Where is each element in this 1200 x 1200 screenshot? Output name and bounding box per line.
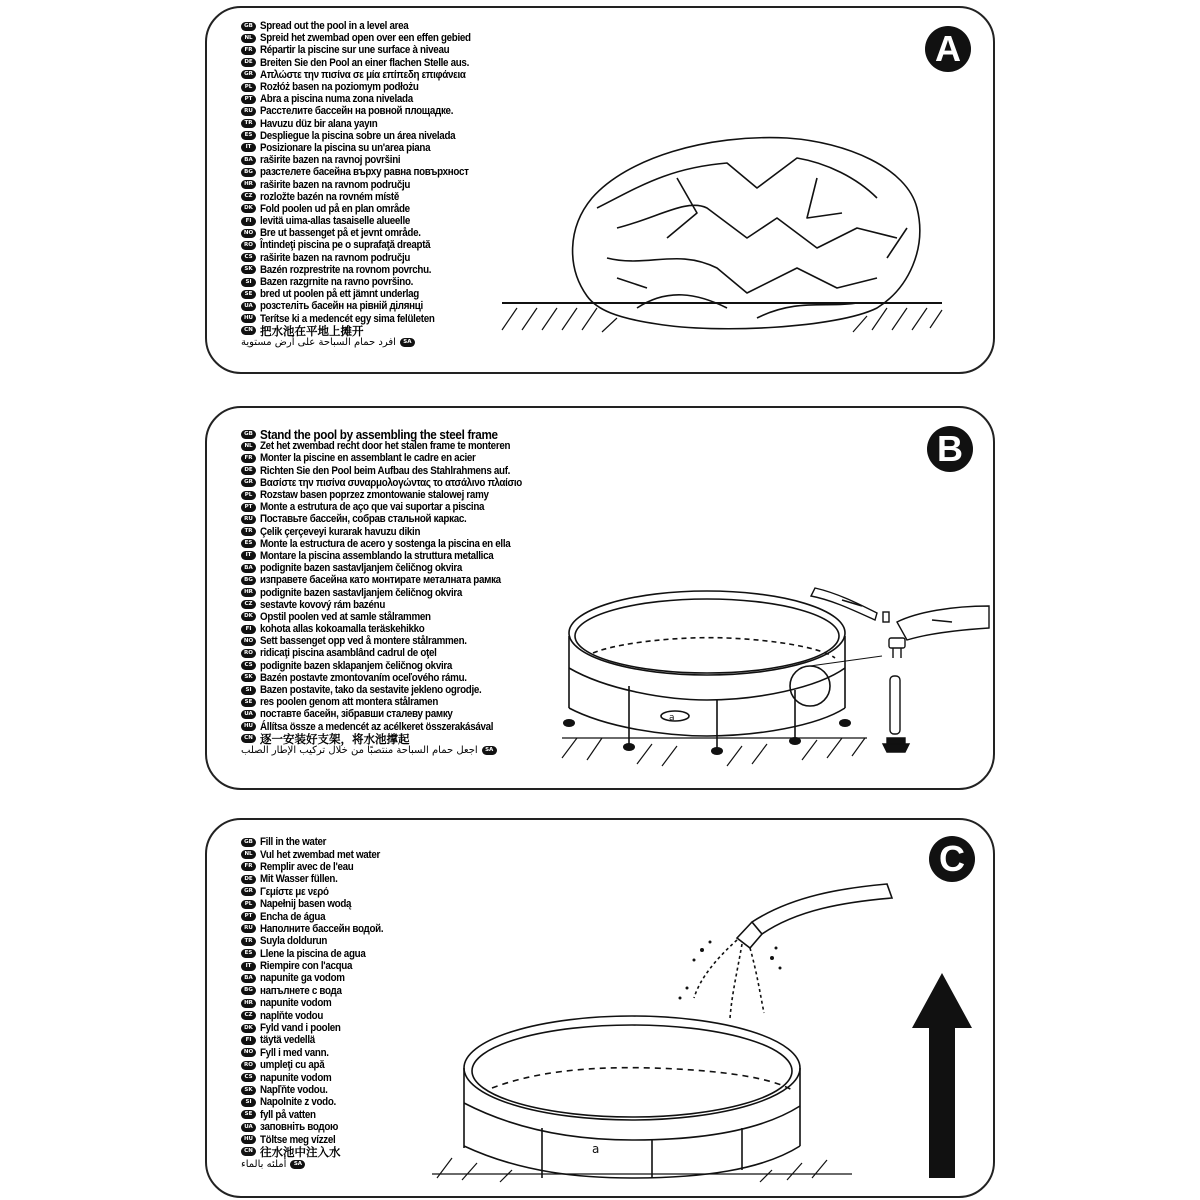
instruction-text: Abra a piscina numa zona nivelada xyxy=(260,93,413,106)
instruction-text: Posizionare la piscina su un'area piana xyxy=(260,141,431,154)
step-c-badge: C xyxy=(929,836,975,882)
instruction-line-fr xyxy=(241,452,565,464)
instruction-text: fyll på vatten xyxy=(260,1108,316,1121)
language-code-badge: HR xyxy=(241,999,256,1008)
instruction-line-si xyxy=(241,1096,403,1108)
instruction-line-tr xyxy=(241,935,403,947)
instruction-line-cn xyxy=(241,325,505,337)
instruction-line-se xyxy=(241,696,565,708)
instruction-line-ba xyxy=(241,562,565,574)
instruction-line-si xyxy=(241,276,505,288)
instruction-text: Vul het zwembad met water xyxy=(260,848,381,861)
instruction-line-nl xyxy=(241,440,565,452)
instruction-line-bg xyxy=(241,166,505,178)
instruction-text: podignite bazen sastavljanjem čeličnog okvira xyxy=(260,586,463,599)
instruction-text: اجعل حمام السباحة منتصبًا من خلال تركيب الإطار الصلب xyxy=(241,745,478,757)
instruction-line-pt xyxy=(241,910,403,922)
language-code-badge: BA xyxy=(241,564,256,573)
language-code-badge: BG xyxy=(241,986,256,995)
language-code-badge: HU xyxy=(241,314,256,323)
instruction-text: raširite bazen na ravnoj površini xyxy=(260,154,401,167)
step-b-badge: B xyxy=(927,426,973,472)
language-code-badge: IT xyxy=(241,962,256,971)
instruction-line-it xyxy=(241,550,565,562)
instruction-text: Βασίστε την πισίνα συναρμολογώντας το ατσάλινο πλαίσιο xyxy=(260,476,522,489)
instruction-text: täytä vedellä xyxy=(260,1034,315,1047)
instruction-text: levitä uima-allas tasaiselle alueelle xyxy=(260,215,411,228)
language-code-badge: BG xyxy=(241,168,256,177)
instruction-line-pl xyxy=(241,898,403,910)
instruction-text: поставте басейн, зібравши сталеву рамку xyxy=(260,708,453,721)
step-a-panel xyxy=(205,6,995,374)
instruction-line-hu xyxy=(241,313,505,325)
language-code-badge: NO xyxy=(241,229,256,238)
language-code-badge: GB xyxy=(241,430,256,439)
language-code-badge: TR xyxy=(241,119,256,128)
instruction-text: Çelik çerçeveyi kurarak havuzu dikin xyxy=(260,525,421,538)
instruction-text: Remplir avec de l'eau xyxy=(260,860,354,873)
language-code-badge: SI xyxy=(241,278,256,287)
language-code-badge: IT xyxy=(241,143,256,152)
instruction-text: изправете басейна като монтирате металната рамка xyxy=(260,574,501,587)
instruction-line-dk xyxy=(241,203,505,215)
instruction-text: Spread out the pool in a level area xyxy=(260,20,409,33)
language-code-badge: DK xyxy=(241,1024,256,1033)
folded-pool-illustration xyxy=(497,118,947,348)
language-code-badge: CN xyxy=(241,326,256,335)
language-code-badge: PT xyxy=(241,503,256,512)
instruction-line-sk xyxy=(241,1084,403,1096)
instruction-text: Απλώστε την πισίνα σε μία επίπεδη επιφάνεια xyxy=(260,68,466,81)
step-a-instructions xyxy=(241,20,505,349)
instruction-text: podignite bazen sastavljanjem čeličnog okvira xyxy=(260,562,463,575)
language-code-badge: SA xyxy=(400,338,415,347)
instruction-text: напълнете с вода xyxy=(260,984,342,997)
instruction-text: Bre ut bassenget på et jevnt område. xyxy=(260,227,421,240)
instruction-line-no xyxy=(241,635,565,647)
language-code-badge: NO xyxy=(241,637,256,646)
language-code-badge: CZ xyxy=(241,1011,256,1020)
instruction-line-gr xyxy=(241,477,565,489)
language-code-badge: FR xyxy=(241,46,256,55)
language-code-badge: HU xyxy=(241,1135,256,1144)
instruction-text: Monter la piscine en assemblant le cadre en acier xyxy=(260,452,476,465)
instruction-line-bg xyxy=(241,985,403,997)
instruction-line-it xyxy=(241,142,505,154)
instruction-line-no xyxy=(241,1047,403,1059)
instruction-line-es xyxy=(241,538,565,550)
instruction-text: Bazén rozprestrite na rovnom povrchu. xyxy=(260,263,432,276)
instruction-line-pt xyxy=(241,93,505,105)
language-code-badge: SI xyxy=(241,1098,256,1107)
language-code-badge: PL xyxy=(241,491,256,500)
instruction-text: Encha de água xyxy=(260,910,326,923)
instruction-line-ru xyxy=(241,923,403,935)
language-code-badge: CS xyxy=(241,1073,256,1082)
instruction-line-cs xyxy=(241,252,505,264)
language-code-badge: TR xyxy=(241,937,256,946)
instruction-text: napunite vodom xyxy=(260,997,332,1010)
instruction-line-de xyxy=(241,57,505,69)
water-filling-illustration xyxy=(432,878,977,1183)
instruction-text: أملئه بالماء xyxy=(241,1158,287,1170)
instruction-line-ro xyxy=(241,647,565,659)
svg-text:a: a xyxy=(669,713,675,723)
language-code-badge: DK xyxy=(241,204,256,213)
instruction-text: Поставьте бассейн, собрав стальной каркас. xyxy=(260,513,467,526)
instruction-text: Állítsa össze a medencét az acélkeret összerakásával xyxy=(260,720,494,733)
language-code-badge: RU xyxy=(241,107,256,116)
language-code-badge: NL xyxy=(241,442,256,451)
instruction-line-fr xyxy=(241,44,505,56)
language-code-badge: HR xyxy=(241,180,256,189)
instruction-line-ro xyxy=(241,239,505,251)
instruction-line-fi xyxy=(241,623,565,635)
language-code-badge: FR xyxy=(241,454,256,463)
instruction-text: Mit Wasser füllen. xyxy=(260,873,338,886)
instruction-line-se xyxy=(241,288,505,300)
instruction-line-bg xyxy=(241,574,565,586)
language-code-badge: UA xyxy=(241,710,256,719)
instruction-line-fr xyxy=(241,861,403,873)
language-code-badge: BG xyxy=(241,576,256,585)
instruction-line-hr xyxy=(241,997,403,1009)
language-code-badge: ES xyxy=(241,539,256,548)
instruction-text: napunite vodom xyxy=(260,1071,332,1084)
language-code-badge: BA xyxy=(241,156,256,165)
instruction-line-pt xyxy=(241,501,565,513)
language-code-badge: PL xyxy=(241,900,256,909)
instruction-text: Fyld vand i poolen xyxy=(260,1022,341,1035)
instruction-line-hu xyxy=(241,721,565,733)
language-code-badge: IT xyxy=(241,551,256,560)
language-code-badge: DE xyxy=(241,875,256,884)
instruction-text: Fold poolen ud på en plan område xyxy=(260,202,410,215)
language-code-badge: NL xyxy=(241,850,256,859)
language-code-badge: SA xyxy=(482,746,497,755)
instruction-line-ba xyxy=(241,972,403,984)
language-code-badge: SE xyxy=(241,1110,256,1119)
instruction-line-nl xyxy=(241,32,505,44)
instruction-text: Bazén postavte zmontovaním oceľového rámu. xyxy=(260,671,467,684)
instruction-line-hu xyxy=(241,1133,403,1145)
language-code-badge: FI xyxy=(241,625,256,634)
step-b-panel xyxy=(205,406,995,790)
instruction-line-gr xyxy=(241,69,505,81)
language-code-badge: CS xyxy=(241,253,256,262)
instruction-line-ro xyxy=(241,1059,403,1071)
svg-text:a: a xyxy=(592,1142,600,1156)
instruction-text: заповніть водою xyxy=(260,1121,339,1134)
language-code-badge: PT xyxy=(241,912,256,921)
instruction-text: ridicaţi piscina asamblând cadrul de oţel xyxy=(260,647,437,660)
instruction-line-sa xyxy=(241,337,505,349)
instruction-text: Havuzu düz bir alana yayın xyxy=(260,117,378,130)
instruction-line-tr xyxy=(241,118,505,130)
instruction-text: Расстелите бассейн на ровной площадке. xyxy=(260,105,454,118)
instruction-text: Riempire con l'acqua xyxy=(260,960,353,973)
instruction-line-dk xyxy=(241,611,565,623)
instruction-text: umpleţi cu apă xyxy=(260,1059,325,1072)
instruction-line-de xyxy=(241,465,565,477)
language-code-badge: BA xyxy=(241,974,256,983)
instruction-text: rozložte bazén na rovném místě xyxy=(260,190,400,203)
language-code-badge: CZ xyxy=(241,600,256,609)
instruction-line-hr xyxy=(241,178,505,190)
step-c-panel xyxy=(205,818,995,1198)
instruction-line-de xyxy=(241,873,403,885)
instruction-line-ru xyxy=(241,105,505,117)
language-code-badge: GB xyxy=(241,838,256,847)
instruction-text: разстелете басейна върху равна повърхност xyxy=(260,166,469,179)
language-code-badge: SK xyxy=(241,1086,256,1095)
instruction-line-pl xyxy=(241,489,565,501)
language-code-badge: SI xyxy=(241,686,256,695)
frame-assembly-illustration xyxy=(557,568,992,778)
instruction-line-sk xyxy=(241,264,505,276)
language-code-badge: TR xyxy=(241,527,256,536)
instruction-text: Richten Sie den Pool beim Aufbau des Stahlrahmens auf. xyxy=(260,464,511,477)
instruction-line-pl xyxy=(241,81,505,93)
instruction-line-cn xyxy=(241,733,565,745)
language-code-badge: NO xyxy=(241,1048,256,1057)
instruction-text: Monte a estrutura de aço que vai suportar a piscina xyxy=(260,501,485,514)
language-code-badge: CS xyxy=(241,661,256,670)
instruction-line-cz xyxy=(241,191,505,203)
language-code-badge: GB xyxy=(241,22,256,31)
instruction-line-ba xyxy=(241,154,505,166)
language-code-badge: SE xyxy=(241,698,256,707)
language-code-badge: SK xyxy=(241,265,256,274)
instruction-line-nl xyxy=(241,848,403,860)
language-code-badge: DE xyxy=(241,466,256,475)
instruction-text: kohota allas kokoamalla teräskehikko xyxy=(260,623,425,636)
language-code-badge: RU xyxy=(241,924,256,933)
instruction-text: raširite bazen na ravnom području xyxy=(260,251,411,264)
language-code-badge: RO xyxy=(241,649,256,658)
language-code-badge: CN xyxy=(241,734,256,743)
instruction-text: Rozłóż basen na poziomym podłożu xyxy=(260,81,419,94)
instruction-line-sa xyxy=(241,1158,403,1170)
instruction-text: Despliegue la piscina sobre un área nivelada xyxy=(260,129,456,142)
language-code-badge: SK xyxy=(241,673,256,682)
language-code-badge: GR xyxy=(241,70,256,79)
language-code-badge: FI xyxy=(241,217,256,226)
instruction-text: raširite bazen na ravnom području xyxy=(260,178,411,191)
instruction-line-tr xyxy=(241,526,565,538)
instruction-text: Наполните бассейн водой. xyxy=(260,922,384,935)
language-code-badge: RO xyxy=(241,241,256,250)
step-c-instructions xyxy=(241,836,403,1171)
instruction-text: Sett bassenget opp ved å montere stålrammen. xyxy=(260,635,467,648)
step-a-badge: A xyxy=(925,26,971,72)
instruction-line-no xyxy=(241,227,505,239)
instruction-text: bred ut poolen på ett jämnt underlag xyxy=(260,288,419,301)
instruction-text: Répartir la piscine sur une surface à niveau xyxy=(260,44,450,57)
language-code-badge: NL xyxy=(241,34,256,43)
language-code-badge: UA xyxy=(241,1123,256,1132)
instruction-line-cs xyxy=(241,1071,403,1083)
instruction-text: Napľňte vodou. xyxy=(260,1084,328,1096)
instruction-text: sestavte kovový rám bazénu xyxy=(260,598,386,611)
instruction-text: Napełnij basen wodą xyxy=(260,898,352,911)
instruction-text: Γεμίστε με νερό xyxy=(260,885,329,898)
language-code-badge: ES xyxy=(241,949,256,958)
instruction-text: Rozstaw basen poprzez zmontowanie stalowej ramy xyxy=(260,489,489,502)
language-code-badge: DE xyxy=(241,58,256,67)
instruction-text: Fyll i med vann. xyxy=(260,1046,329,1059)
instruction-text: naplňte vodou xyxy=(260,1009,324,1022)
language-code-badge: UA xyxy=(241,302,256,311)
instruction-text: Suyla doldurun xyxy=(260,935,328,948)
instruction-line-ru xyxy=(241,513,565,525)
instruction-text: افرد حمام السباحة على أرض مستوية xyxy=(241,337,396,349)
instruction-text: Bazen razgrnite na ravno površino. xyxy=(260,276,414,289)
instruction-line-es xyxy=(241,948,403,960)
instruction-text: Monte la estructura de acero y sostenga la piscina en ella xyxy=(260,537,511,550)
instruction-text: Spreid het zwembad open over een effen gebied xyxy=(260,32,471,45)
instruction-line-it xyxy=(241,960,403,972)
instruction-line-cs xyxy=(241,660,565,672)
instruction-text: Napolnite z vodo. xyxy=(260,1096,336,1109)
language-code-badge: DK xyxy=(241,612,256,621)
step-b-instructions xyxy=(241,428,565,757)
instruction-line-hr xyxy=(241,586,565,598)
instruction-line-cz xyxy=(241,599,565,611)
instruction-text: Breiten Sie den Pool an einer flachen Stelle aus. xyxy=(260,56,470,69)
instruction-line-fi xyxy=(241,215,505,227)
instruction-line-ua xyxy=(241,708,565,720)
instruction-text: Fill in the water xyxy=(260,836,327,849)
instruction-text: Opstil poolen ved at samle stålrammen xyxy=(260,610,431,623)
language-code-badge: SE xyxy=(241,290,256,299)
instruction-text: розстеліть басейн на рівній ділянці xyxy=(260,300,423,313)
instruction-line-cn xyxy=(241,1146,403,1158)
instruction-line-gb xyxy=(241,20,505,32)
instruction-text: Stand the pool by assembling the steel frame xyxy=(260,426,498,442)
language-code-badge: RU xyxy=(241,515,256,524)
language-code-badge: GR xyxy=(241,887,256,896)
language-code-badge: PL xyxy=(241,83,256,92)
language-code-badge: ES xyxy=(241,131,256,140)
language-code-badge: FI xyxy=(241,1036,256,1045)
language-code-badge: SA xyxy=(290,1160,305,1169)
instruction-text: 把水池在平地上摊开 xyxy=(260,323,364,338)
language-code-badge: RO xyxy=(241,1061,256,1070)
language-code-badge: FR xyxy=(241,862,256,871)
instruction-line-se xyxy=(241,1109,403,1121)
instruction-text: Montare la piscina assemblando la struttura metallica xyxy=(260,549,494,562)
language-code-badge: HR xyxy=(241,588,256,597)
instruction-text: podignite bazen sklapanjem čeličnog okvira xyxy=(260,659,453,672)
language-code-badge: GR xyxy=(241,478,256,487)
language-code-badge: HU xyxy=(241,722,256,731)
language-code-badge: PT xyxy=(241,95,256,104)
instruction-text: Terítse ki a medencét egy sima felületen xyxy=(260,312,435,325)
instruction-text: Zet het zwembad recht door het stalen frame te monteren xyxy=(260,440,511,453)
instruction-line-gr xyxy=(241,886,403,898)
language-code-badge: CN xyxy=(241,1147,256,1156)
instruction-text: Llene la piscina de agua xyxy=(260,947,366,960)
instruction-line-sk xyxy=(241,672,565,684)
instruction-line-fi xyxy=(241,1034,403,1046)
language-code-badge: CZ xyxy=(241,192,256,201)
instruction-text: Întindeţi piscina pe o suprafaţă dreaptă xyxy=(260,239,431,252)
instruction-text: 逐一安装好支架，将水池撑起 xyxy=(260,731,410,746)
instruction-text: res poolen genom att montera stålramen xyxy=(260,696,439,709)
instruction-line-cz xyxy=(241,1009,403,1021)
instruction-line-si xyxy=(241,684,565,696)
instruction-line-gb xyxy=(241,428,565,440)
instruction-line-sa xyxy=(241,745,565,757)
instruction-line-gb xyxy=(241,836,403,848)
instruction-line-es xyxy=(241,130,505,142)
instruction-text: Töltse meg vízzel xyxy=(260,1133,336,1146)
instruction-text: napunite ga vodom xyxy=(260,972,345,985)
instruction-line-ua xyxy=(241,1121,403,1133)
instruction-text: 往水池中注入水 xyxy=(260,1144,341,1159)
instruction-line-ua xyxy=(241,300,505,312)
instruction-text: Bazen postavite, tako da sestavite jekleno ogrodje. xyxy=(260,684,482,697)
instruction-line-dk xyxy=(241,1022,403,1034)
